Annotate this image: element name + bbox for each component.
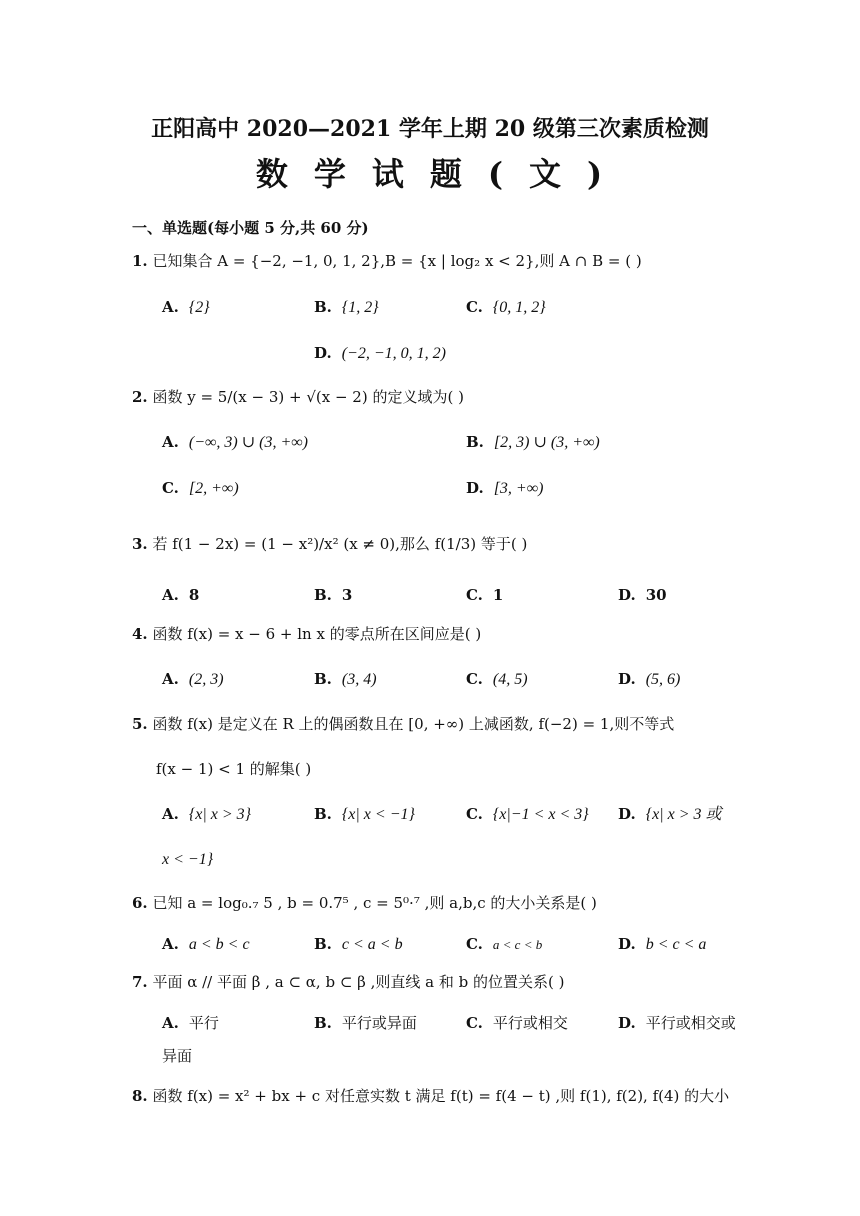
question-number: 7. (132, 973, 148, 991)
q4-option-a: A. (2, 3) (162, 670, 224, 688)
question-number: 1. (132, 252, 148, 270)
question-stem: 函数 f(x) 是定义在 R 上的偶函数且在 [0, +∞) 上减函数, f(−2) = 1,则不等式 (152, 715, 675, 733)
q4-option-c: C. (4, 5) (466, 670, 528, 688)
q2-option-b: B. [2, 3) ∪ (3, +∞) (466, 433, 600, 451)
q5-option-d-continued: x < −1} (162, 851, 214, 868)
q7-option-d: D. 平行或相交或 (618, 1014, 736, 1032)
q7-option-c: C. 平行或相交 (466, 1014, 568, 1032)
q2-option-a: A. (−∞, 3) ∪ (3, +∞) (162, 433, 308, 451)
question-stem: 已知 a = log₀.₇ 5 , b = 0.7⁵ , c = 5⁰·⁷ ,则 a,b,c 的大小关系是( ) (152, 894, 597, 912)
question-number: 3. (132, 535, 148, 553)
q6-option-d: D. b < c < a (618, 935, 707, 953)
q3-option-d: D. 30 (618, 586, 667, 604)
question-7 (132, 971, 564, 993)
q1-option-d: D. (−2, −1, 0, 1, 2) (314, 344, 446, 362)
exam-header-title: 正阳高中 2020—2021 学年上期 20 级第三次素质检测 (151, 116, 709, 142)
question-3 (132, 533, 527, 555)
question-4 (132, 623, 481, 645)
question-2 (132, 386, 464, 408)
q7-option-a: A. 平行 (162, 1014, 219, 1032)
question-5 (132, 713, 674, 735)
q3-option-b: B. 3 (314, 586, 353, 604)
question-1 (132, 250, 642, 272)
q2-option-d: D. [3, +∞) (466, 479, 544, 497)
q4-option-b: B. (3, 4) (314, 670, 377, 688)
q5-option-d: D. {x| x > 3 或 (618, 805, 722, 823)
q6-option-c: C. a < c < b (466, 935, 543, 953)
q6-option-a: A. a < b < c (162, 935, 250, 953)
q5-option-c: C. {x|−1 < x < 3} (466, 805, 589, 823)
q3-option-a: A. 8 (162, 586, 200, 604)
question-stem: 若 f(1 − 2x) = (1 − x²)/x² (x ≠ 0),那么 f(1/3) 等于( ) (152, 535, 528, 553)
q1-option-a: A. {2} (162, 298, 210, 316)
q2-option-c: C. [2, +∞) (162, 479, 239, 497)
question-number: 2. (132, 388, 148, 406)
q6-option-b: B. c < a < b (314, 935, 403, 953)
q1-option-b: B. {1, 2} (314, 298, 379, 316)
question-6 (132, 892, 597, 914)
question-number: 8. (132, 1087, 148, 1105)
exam-subject-title: 数学试题(文) (255, 155, 629, 193)
q5-option-b: B. {x| x < −1} (314, 805, 415, 823)
question-stem: 函数 f(x) = x − 6 + ln x 的零点所在区间应是( ) (152, 625, 482, 643)
question-stem: 已知集合 A = {−2, −1, 0, 1, 2},B = {x | log₂ x < 2},则 A ∩ B = ( ) (152, 252, 642, 270)
question-number: 6. (132, 894, 148, 912)
q3-option-c: C. 1 (466, 586, 504, 604)
question-stem: 函数 f(x) = x² + bx + c 对任意实数 t 满足 f(t) = f(4 − t) ,则 f(1), f(2), f(4) 的大小 (152, 1087, 730, 1105)
question-stem: 函数 y = 5/(x − 3) + √(x − 2) 的定义域为( ) (152, 388, 464, 406)
question-number: 5. (132, 715, 148, 733)
q7-option-b: B. 平行或异面 (314, 1014, 417, 1032)
q5-option-a: A. {x| x > 3} (162, 805, 252, 823)
question-5-stem-continued: f(x − 1) < 1 的解集( ) (156, 760, 312, 778)
section-heading: 一、单选题(每小题 5 分,共 60 分) (132, 219, 369, 237)
q1-option-c: C. {0, 1, 2} (466, 298, 546, 316)
q4-option-d: D. (5, 6) (618, 670, 681, 688)
question-stem: 平面 α // 平面 β , a ⊂ α, b ⊂ β ,则直线 a 和 b 的位置关系( ) (152, 973, 565, 991)
question-8 (132, 1085, 729, 1107)
q7-option-d-continued: 异面 (162, 1047, 193, 1065)
question-number: 4. (132, 625, 148, 643)
